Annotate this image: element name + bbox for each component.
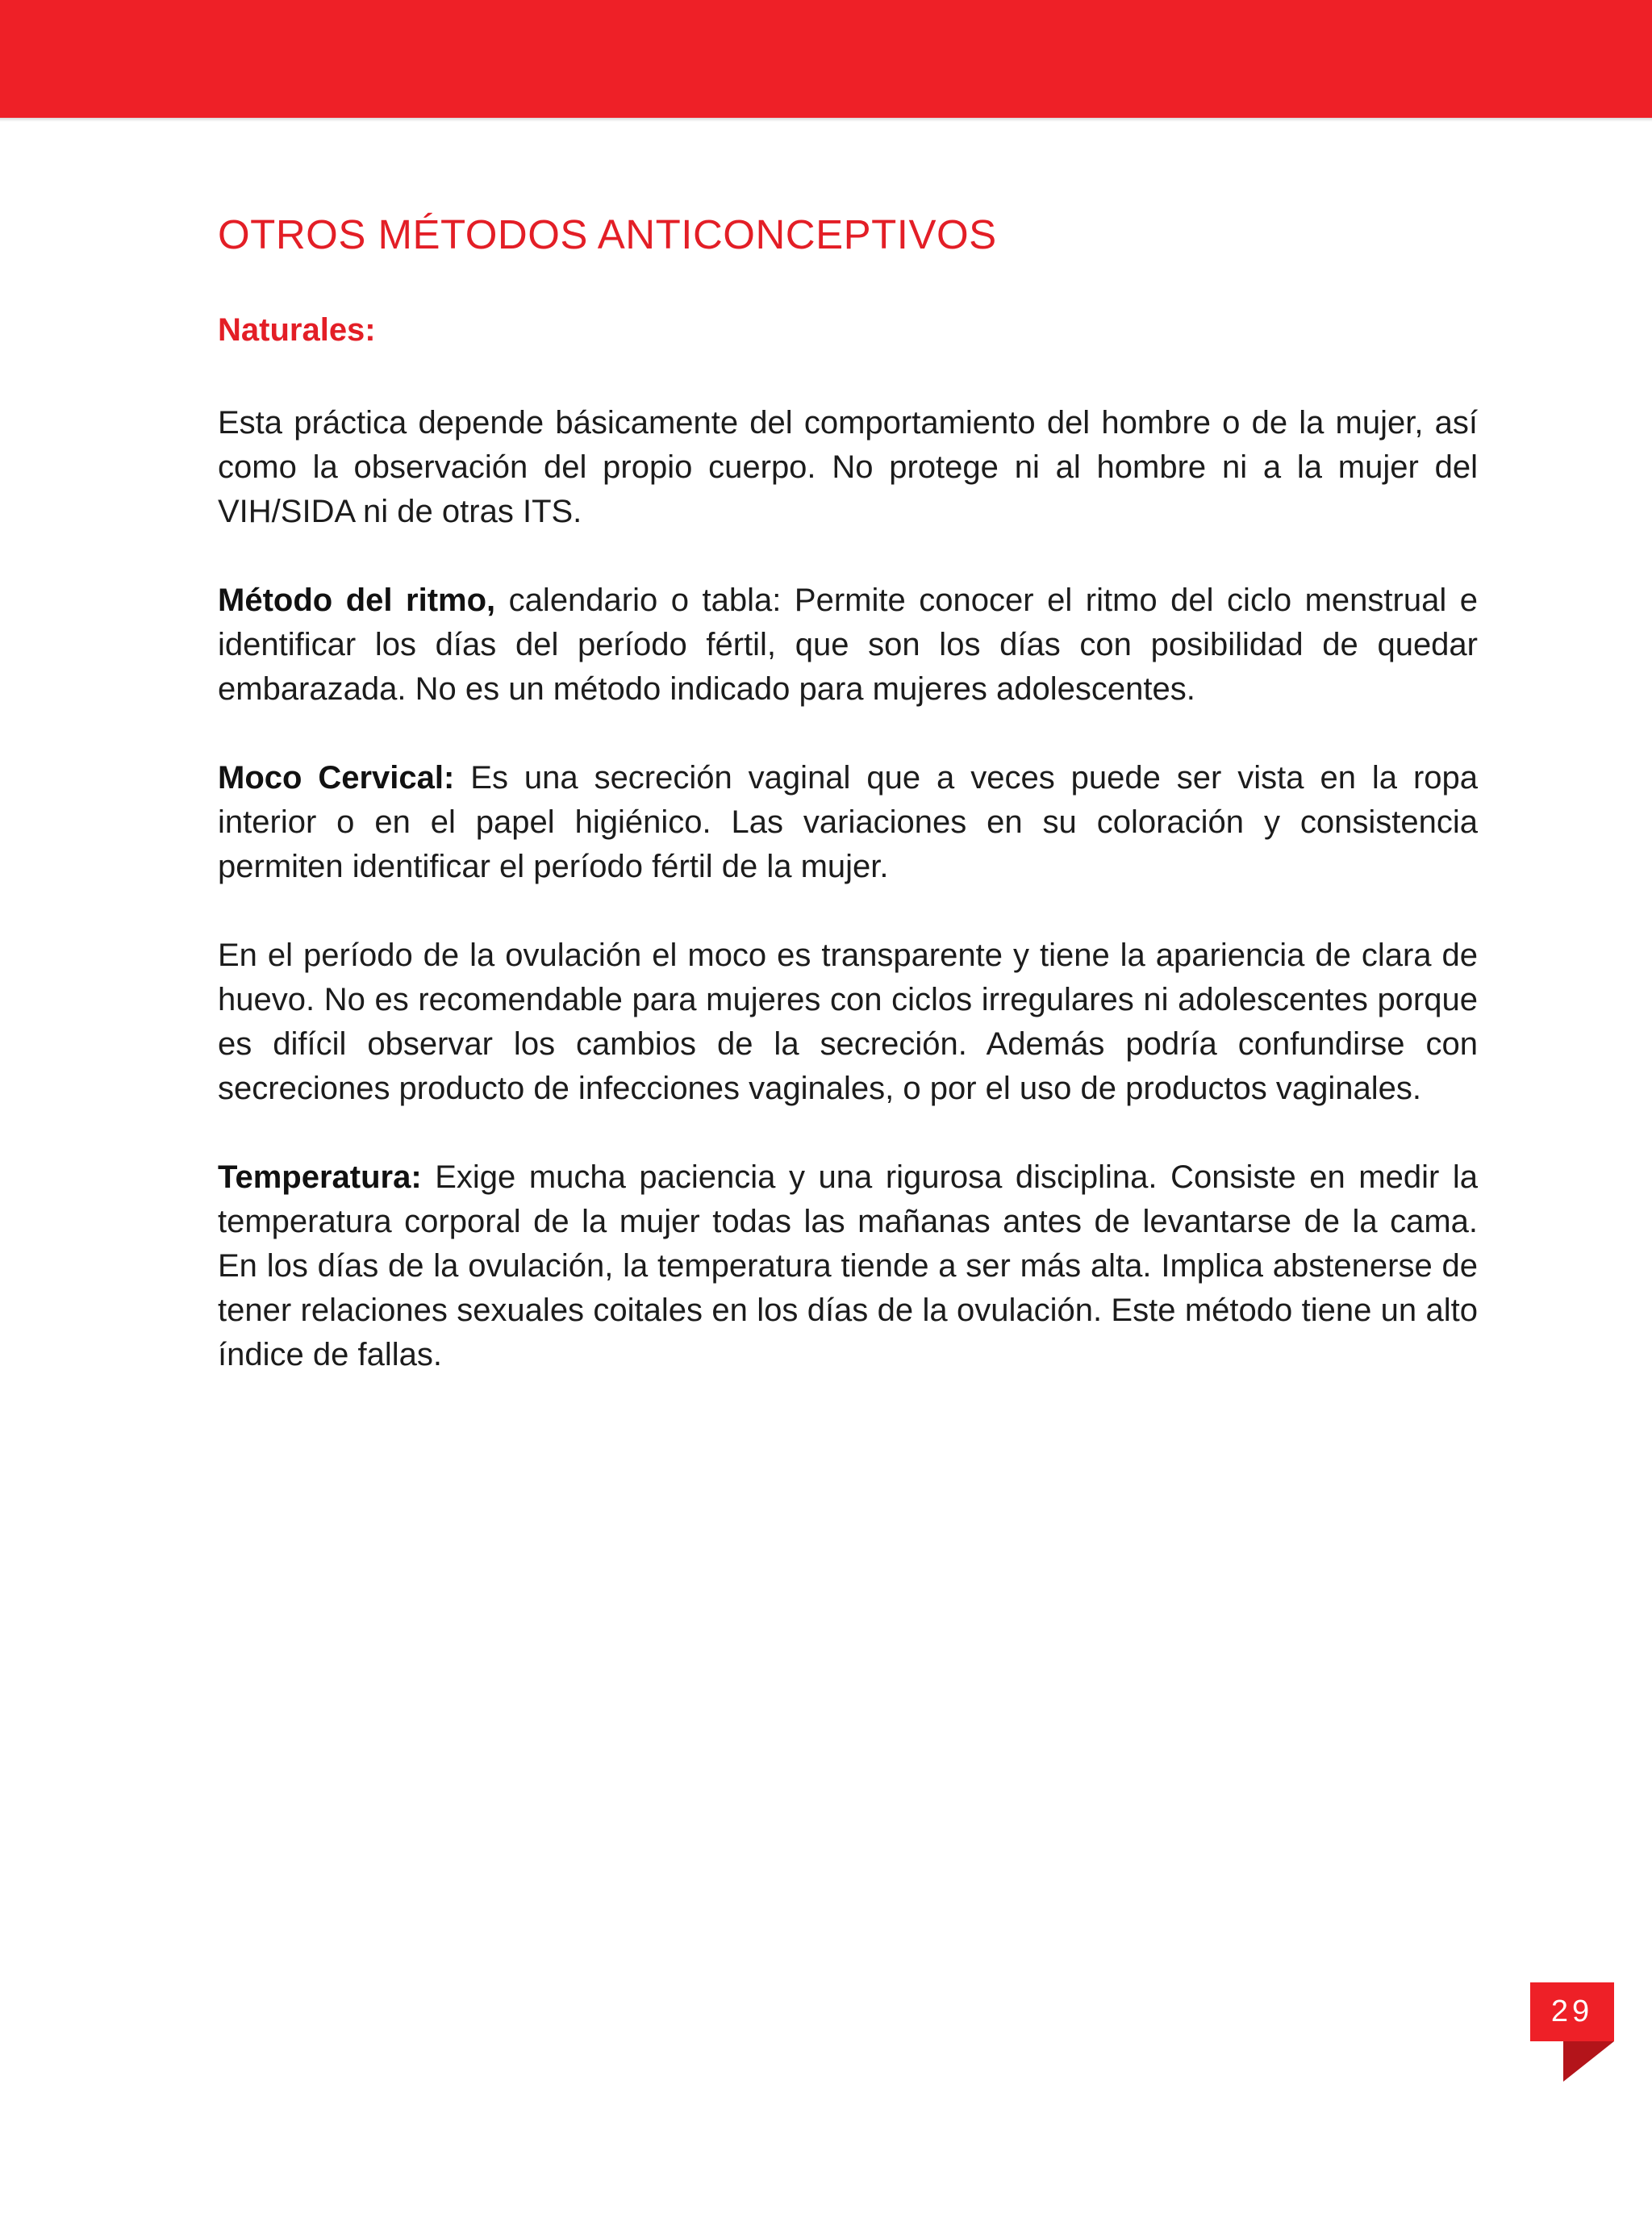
page-title: OTROS MÉTODOS ANTICONCEPTIVOS — [218, 211, 997, 257]
section-heading-naturales: Naturales: — [218, 312, 376, 348]
top-band-shadow — [0, 118, 1652, 122]
paragraph-temperatura — [218, 1155, 1478, 1377]
paragraph-lead: Moco Cervical: — [218, 760, 455, 796]
paragraph-text: Es una secreción vaginal que a veces puede ser vista en la ropa interior o en el papel higiénico. Las variaciones en su coloración y consistencia permiten identificar el período fértil de la mujer. — [218, 760, 1479, 884]
paragraph-metodo-ritmo — [218, 579, 1478, 712]
paragraph-intro — [218, 401, 1478, 534]
paragraph-lead: Temperatura: — [218, 1159, 422, 1195]
paragraph-text: Exige mucha paciencia y una rigurosa disciplina. Consiste en medir la temperatura corporal de la mujer todas las mañanas antes de levantarse de la cama. En los días de la ovulación, la temperatura tiende a ser más alta. Implica abstenerse de tener relaciones sexuales coitales en los días de la ovulación. Este método tiene un alto índice de fallas. — [218, 1159, 1478, 1372]
paragraph-ovulacion — [218, 934, 1478, 1111]
top-red-band — [0, 0, 1652, 118]
paragraph-lead: Método del ritmo, — [218, 583, 496, 618]
page-badge-tail — [1563, 2041, 1614, 2082]
paragraph-text: En el período de la ovulación el moco es transparente y tiene la apariencia de clara de huevo. No es recomendable para mujeres con ciclos irregulares ni adolescentes porque es difícil observar los cambios de la secreción. Además podría confundirse con secreciones producto de infecciones vaginales, o por el uso de productos vaginales. — [218, 938, 1478, 1106]
page-content — [218, 206, 1478, 1377]
paragraph-text: Esta práctica depende básicamente del comportamiento del hombre o de la mujer, así como la observación del propio cuerpo. No protege ni al hombre ni a la mujer del VIH/SIDA ni de otras ITS. — [218, 405, 1478, 529]
page-number-badge: 29 — [1530, 1982, 1614, 2041]
paragraph-moco-cervical — [218, 756, 1478, 889]
paragraph-text: calendario o tabla: Permite conocer el ritmo del ciclo menstrual e identificar los días del período fértil, que son los días con posibilidad de quedar embarazada. No es un método indicado para mujeres adolescentes. — [218, 583, 1478, 707]
